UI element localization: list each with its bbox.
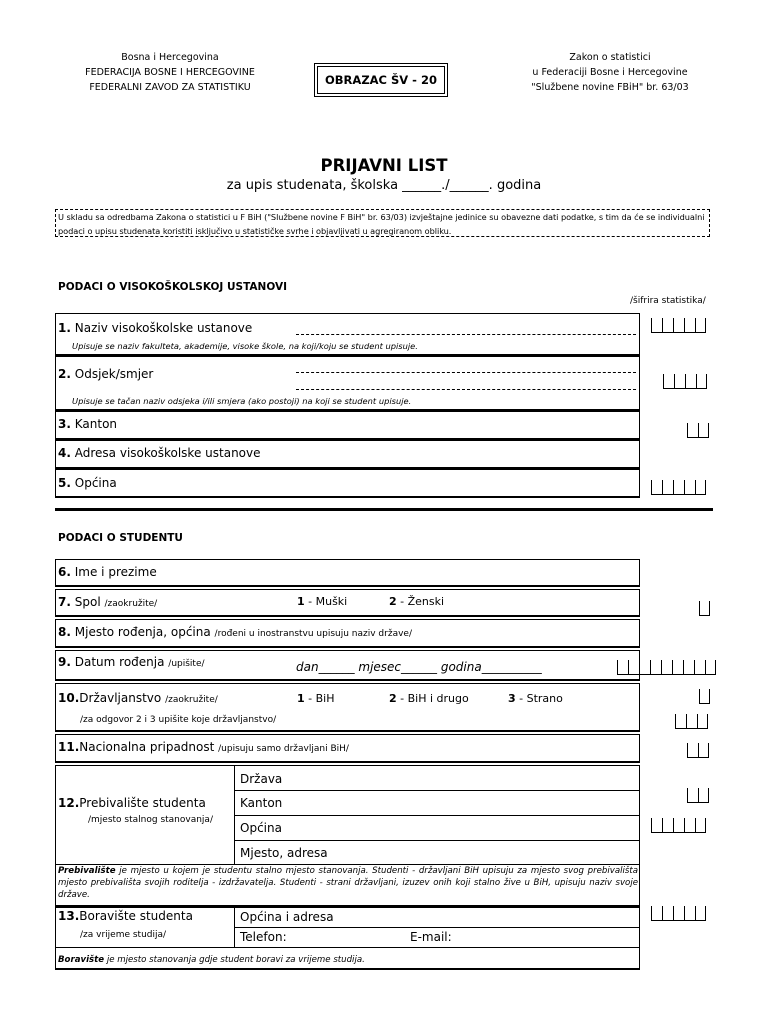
field-residence-country[interactable]: Država [240, 772, 283, 786]
code-box-canton[interactable] [687, 423, 709, 439]
code-box-nationality[interactable] [687, 743, 709, 759]
code-box-stay[interactable] [651, 906, 706, 922]
label-department: 2. Odsjek/smjer [58, 367, 154, 381]
field-department-2[interactable] [296, 389, 636, 390]
field-birthdate[interactable]: dan______ mjesec______ godina__________ [296, 660, 542, 674]
code-box-department[interactable] [663, 374, 707, 390]
header-left-line3: FEDERALNI ZAVOD ZA STATISTIKU [89, 82, 251, 93]
code-box-residence-country[interactable] [687, 788, 709, 804]
header-left-line1: Bosna i Hercegovina [121, 52, 219, 63]
header-left-line2: FEDERACIJA BOSNE I HERCEGOVINE [85, 67, 255, 78]
form-code-box: OBRAZAC ŠV - 20 [317, 66, 445, 94]
section-divider [55, 508, 713, 511]
field-residence-municipality[interactable]: Općina [240, 821, 282, 835]
label-canton: 3. Kanton [58, 417, 118, 431]
label-stay: 13.Boravište studenta [58, 909, 193, 923]
note-residence-sub: /mjesto stalnog stanovanja/ [88, 815, 213, 825]
form-subtitle: za upis studenata, školska ______./______. godina [226, 178, 542, 193]
header-right-line2: u Federaciji Bosne i Hercegovine [532, 67, 688, 78]
label-residence: 12.Prebivalište studenta [58, 796, 206, 810]
label-name: 6. Ime i prezime [58, 565, 157, 579]
header-right [500, 50, 720, 95]
option-bih[interactable]: 1 - BiH [297, 692, 335, 705]
label-address: 4. Adresa visokoškolske ustanove [58, 446, 261, 460]
label-nationality: 11.Nacionalna pripadnost /upisuju samo državljani BiH/ [58, 740, 349, 754]
field-stay-address[interactable]: Općina i adresa [240, 910, 334, 924]
label-gender: 7. Spol /zaokružite/ [58, 595, 158, 609]
code-box-institution[interactable] [651, 318, 706, 334]
cipher-note: /šifrira statistika/ [630, 296, 706, 306]
residence-line-2 [234, 815, 639, 816]
section-institution-title: PODACI O VISOKOŠKOLSKOJ USTANOVI [58, 281, 288, 293]
legal-notice: U skladu sa odredbama Zakona o statistici u F BiH ("Službene novine F BiH" br. 63/03) izvještajne jedinice su obavezne dati podatke, s tim da će se individualni podaci o upisu studenata koristiti isključivo u statističke svrhe i objavljivati u agregiranom obliku. [55, 209, 710, 237]
code-box-municipality[interactable] [651, 480, 706, 496]
section-student-title: PODACI O STUDENTU [58, 532, 183, 544]
label-citizenship: 10.Državljanstvo /zaokružite/ [58, 691, 218, 705]
code-box-gender[interactable] [699, 601, 710, 617]
header-right-line1: Zakon o statistici [569, 52, 651, 63]
option-bih-other[interactable]: 2 - BiH i drugo [389, 692, 469, 705]
code-box-citizenship[interactable] [699, 689, 710, 705]
field-institution-name[interactable] [296, 334, 636, 335]
field-stay-phone[interactable]: Telefon: [240, 930, 287, 944]
label-institution-name: 1. Naziv visokoškolske ustanove [58, 321, 253, 335]
field-stay-email[interactable]: E-mail: [410, 930, 452, 944]
code-box-residence-municipality[interactable] [651, 818, 706, 834]
option-male[interactable]: 1 - Muški [297, 595, 348, 608]
form-title: PRIJAVNI LIST [320, 156, 448, 175]
header-left [60, 50, 280, 95]
header-right-line3: "Službene novine FBiH" br. 63/03 [531, 82, 689, 93]
option-foreign[interactable]: 3 - Strano [508, 692, 563, 705]
note-residence: Prebivalište je mjesto u kojem je studentu stalno mjesto stanovanja. Studenti - državljani BiH upisuju za mjesto svog prebivališta mjesto prebivališta svojih roditelja - izdržavatelja. Studenti - strani državljani, izuzev onih koji stalno žive u BiH, upisuju naziv svoje države. [58, 866, 638, 900]
note-stay: Boravište je mjesto stanovanja gdje student boravi za vrijeme studija. [58, 955, 365, 965]
note-stay-sub: /za vrijeme studija/ [80, 930, 167, 940]
label-birthplace: 8. Mjesto rođenja, općina /rođeni u inostranstvu upisuju naziv države/ [58, 625, 412, 639]
field-residence-canton[interactable]: Kanton [240, 796, 283, 810]
note-institution-name: Upisuje se naziv fakulteta, akademije, visoke škole, na koji/koju se student upisuje. [72, 341, 418, 351]
label-birthdate: 9. Datum rođenja /upišite/ [58, 655, 205, 669]
row-canton [55, 411, 640, 440]
code-box-citizenship-2[interactable] [675, 714, 708, 730]
note-citizenship: /za odgovor 2 i 3 upišite koje državljanstvo/ [80, 715, 277, 725]
field-residence-address[interactable]: Mjesto, adresa [240, 846, 328, 860]
note-department: Upisuje se tačan naziv odsjeka i/ili smjera (ako postoji) na koji se student upisuje. [72, 396, 412, 406]
residence-line-1 [234, 790, 639, 791]
stay-line-2 [56, 947, 639, 948]
residence-line-3 [234, 840, 639, 841]
stay-line-1 [234, 927, 639, 928]
label-municipality: 5. Općina [58, 476, 117, 490]
row-municipality [55, 469, 640, 498]
option-female[interactable]: 2 - Ženski [389, 595, 445, 608]
code-box-birthdate[interactable] [617, 660, 716, 676]
field-department-1[interactable] [296, 372, 636, 373]
